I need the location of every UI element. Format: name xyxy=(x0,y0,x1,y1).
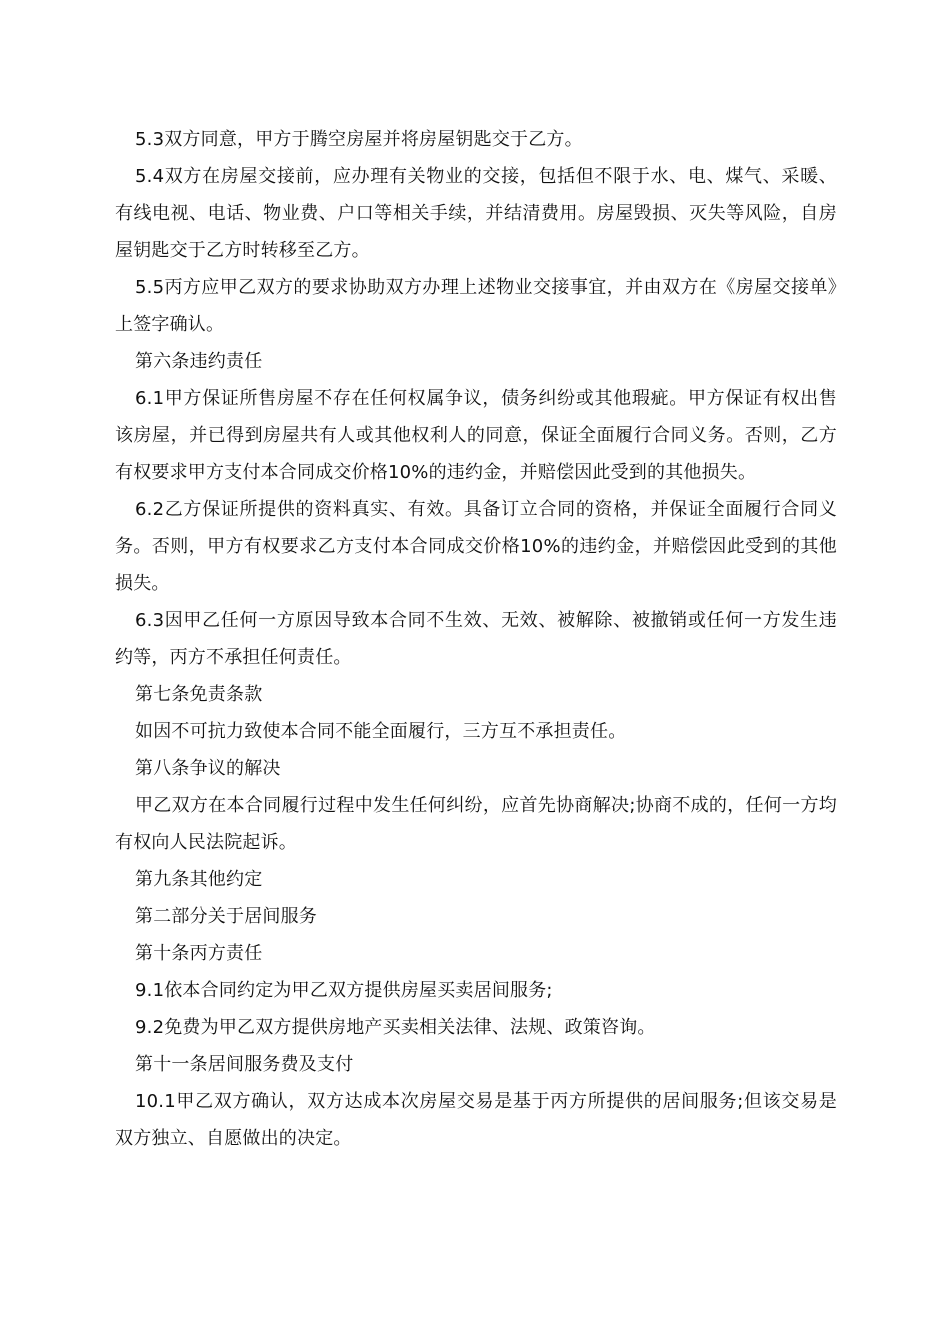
article-7-text: 如因不可抗力致使本合同不能全面履行，三方互不承担责任。 xyxy=(135,721,627,742)
clause-9-1: 9.1依本合同约定为甲乙双方提供房屋买卖居间服务; xyxy=(135,980,553,1001)
article-7-heading: 第七条免责条款 xyxy=(135,684,263,705)
clause-5-5: 5.5丙方应甲乙双方的要求协助双方办理上述物业交接事宜，并由双方在《房屋交接单》上签字确认。 xyxy=(115,277,837,335)
clause-5-4: 5.4双方在房屋交接前，应办理有关物业的交接，包括但不限于水、电、煤气、采暖、有线电视、电话、物业费、户口等相关手续，并结清费用。房屋毁损、灭失等风险，自房屋钥匙交于乙方时转移至乙方。 xyxy=(115,166,837,261)
article-8-text: 甲乙双方在本合同履行过程中发生任何纠纷，应首先协商解决;协商不成的，任何一方均有权向人民法院起诉。 xyxy=(115,795,837,853)
article-10-heading: 第十条丙方责任 xyxy=(135,943,263,964)
document-body xyxy=(115,121,837,1157)
clause-5-3: 5.3双方同意，甲方于腾空房屋并将房屋钥匙交于乙方。 xyxy=(135,129,583,150)
clause-6-2: 6.2乙方保证所提供的资料真实、有效。具备订立合同的资格，并保证全面履行合同义务。否则，甲方有权要求乙方支付本合同成交价格10%的违约金，并赔偿因此受到的其他损失。 xyxy=(115,499,837,594)
clause-6-1: 6.1甲方保证所售房屋不存在任何权属争议，债务纠纷或其他瑕疵。甲方保证有权出售该房屋，并已得到房屋共有人或其他权利人的同意，保证全面履行合同义务。否则，乙方有权要求甲方支付本合同成交价格10%的违约金，并赔偿因此受到的其他损失。 xyxy=(115,388,837,483)
article-9-heading: 第九条其他约定 xyxy=(135,869,263,890)
part-2-heading: 第二部分关于居间服务 xyxy=(135,906,317,927)
article-6-heading: 第六条违约责任 xyxy=(135,351,263,372)
clause-9-2: 9.2免费为甲乙双方提供房地产买卖相关法律、法规、政策咨询。 xyxy=(135,1017,656,1038)
article-8-heading: 第八条争议的解决 xyxy=(135,758,281,779)
clause-6-3: 6.3因甲乙任何一方原因导致本合同不生效、无效、被解除、被撤销或任何一方发生违约等，丙方不承担任何责任。 xyxy=(115,610,837,668)
article-11-heading: 第十一条居间服务费及支付 xyxy=(135,1054,354,1075)
clause-10-1: 10.1甲乙双方确认，双方达成本次房屋交易是基于丙方所提供的居间服务;但该交易是双方独立、自愿做出的决定。 xyxy=(115,1091,837,1149)
